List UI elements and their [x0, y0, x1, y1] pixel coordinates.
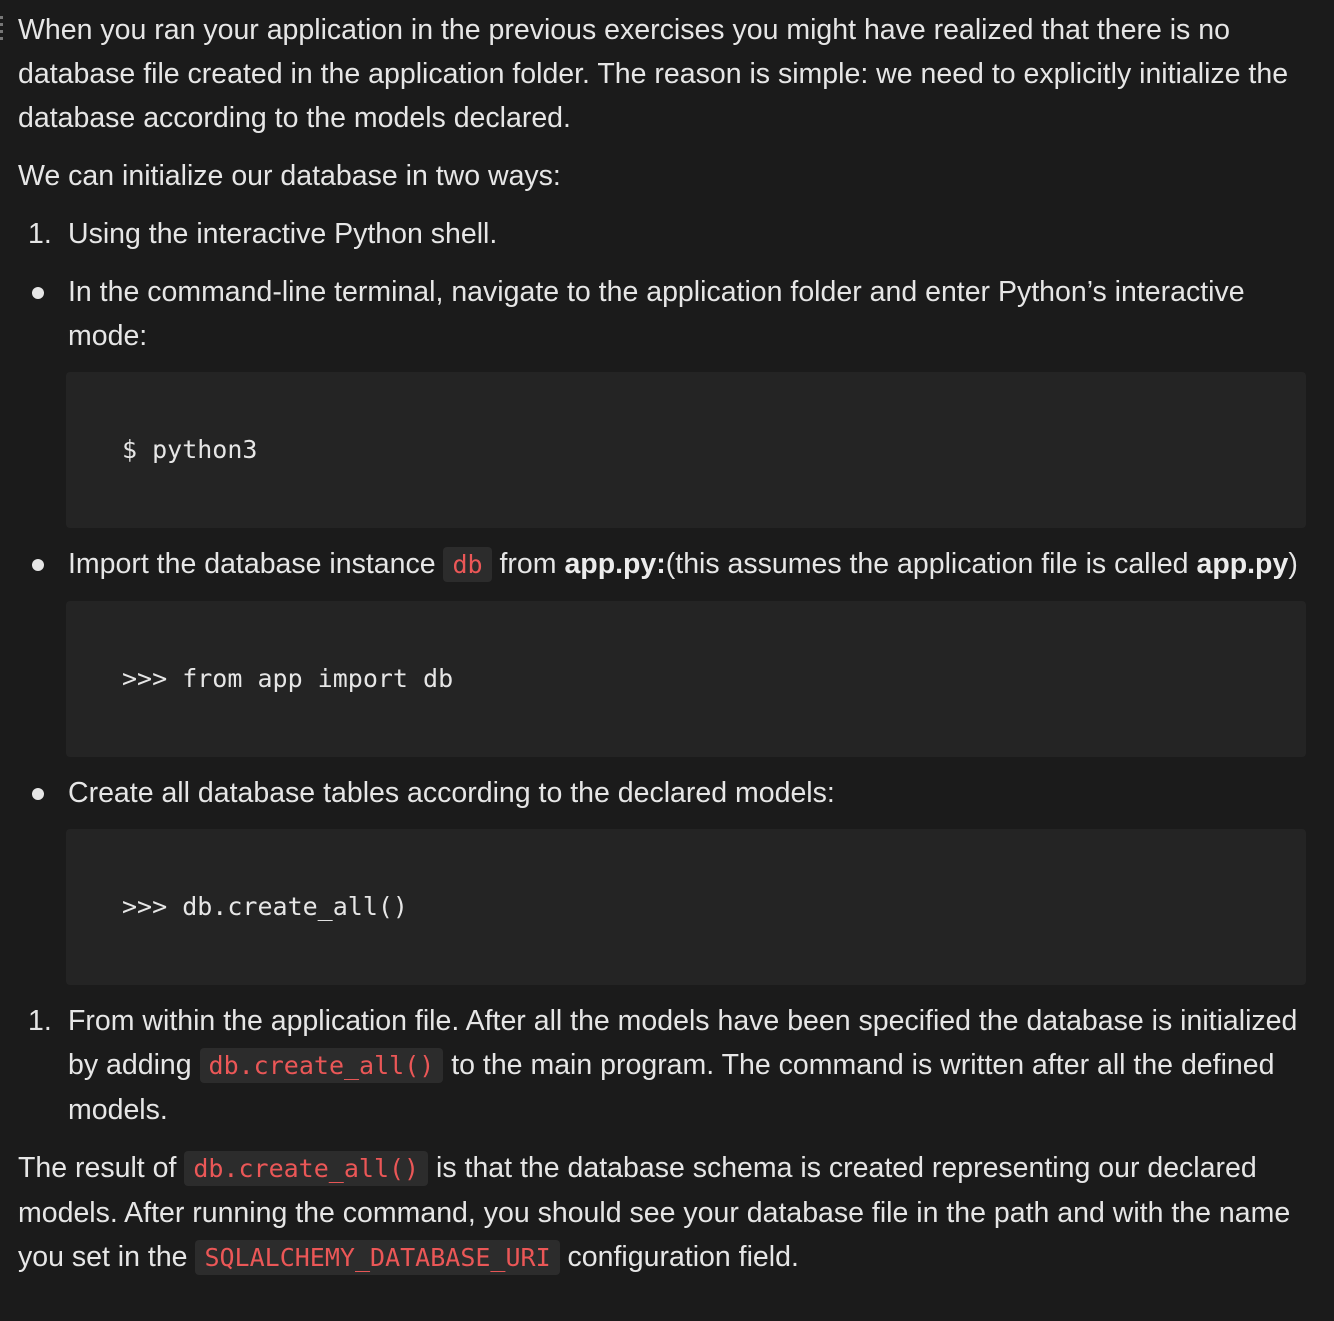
inline-code-create-all: db.create_all() — [184, 1151, 428, 1186]
bullet-icon — [32, 788, 44, 800]
bullet-icon — [32, 287, 44, 299]
result-text-before: The result of — [18, 1152, 185, 1184]
list-number: 1. — [28, 218, 52, 250]
bullet-item-1 — [18, 270, 1318, 358]
bullet-item-2-text-after: (this assumes the application file is called — [665, 548, 1197, 580]
code-line: $ python3 — [122, 435, 258, 464]
bullet-item-1-text: In the command-line terminal, navigate to the application folder and enter Python’s interactive mode: — [68, 276, 1245, 352]
bullet-item-3 — [18, 771, 1318, 815]
bullet-item-3-text: Create all database tables according to the declared models: — [68, 777, 835, 809]
numbered-item-2 — [18, 999, 1318, 1132]
code-block-create-all[interactable] — [66, 829, 1306, 985]
numbered-item-2-text-before: From within the application file. After all the models have been specified the database is initialized by adding — [68, 1005, 1298, 1081]
intro-paragraph: When you ran your application in the previous exercises you might have realized that there is no database file created in the application folder. The reason is simple: we need to explicitly initialize the database according to the models declared. — [18, 14, 1289, 134]
numbered-item-1-text: Using the interactive Python shell. — [68, 218, 498, 250]
ways-paragraph: We can initialize our database in two ways: — [18, 160, 561, 192]
block-handle-icon[interactable] — [0, 16, 3, 42]
code-block-import-db[interactable] — [66, 601, 1306, 757]
bullet-item-2-text-middle: from — [491, 548, 565, 580]
bold-filename: app.py: — [564, 548, 666, 580]
result-text-after: configuration field. — [559, 1241, 799, 1273]
result-paragraph — [18, 1146, 1318, 1280]
numbered-item-2-text-after: to the main program. The command is written after all the defined models. — [68, 1049, 1275, 1126]
bullet-item-2 — [18, 542, 1318, 587]
bullet-item-2-text-before: Import the database instance — [68, 548, 444, 580]
inline-code-database-uri: SQLALCHEMY_DATABASE_URI — [195, 1240, 559, 1275]
numbered-item-1 — [18, 212, 1318, 256]
list-number: 1. — [28, 1005, 52, 1037]
bullet-item-2-text-end: ) — [1288, 548, 1298, 580]
code-line: >>> from app import db — [122, 664, 454, 693]
result-text-middle: is that the database schema is created representing our declared models. After running the command, you should see your database file in the path and with the name you set in the — [18, 1152, 1291, 1273]
document-body — [18, 8, 1318, 1280]
inline-code-db: db — [443, 547, 491, 582]
code-line: >>> db.create_all() — [122, 892, 408, 921]
bullet-icon — [32, 559, 44, 571]
bold-filename: app.py — [1196, 548, 1289, 580]
inline-code-create-all: db.create_all() — [200, 1048, 444, 1083]
code-block-python3[interactable] — [66, 372, 1306, 528]
